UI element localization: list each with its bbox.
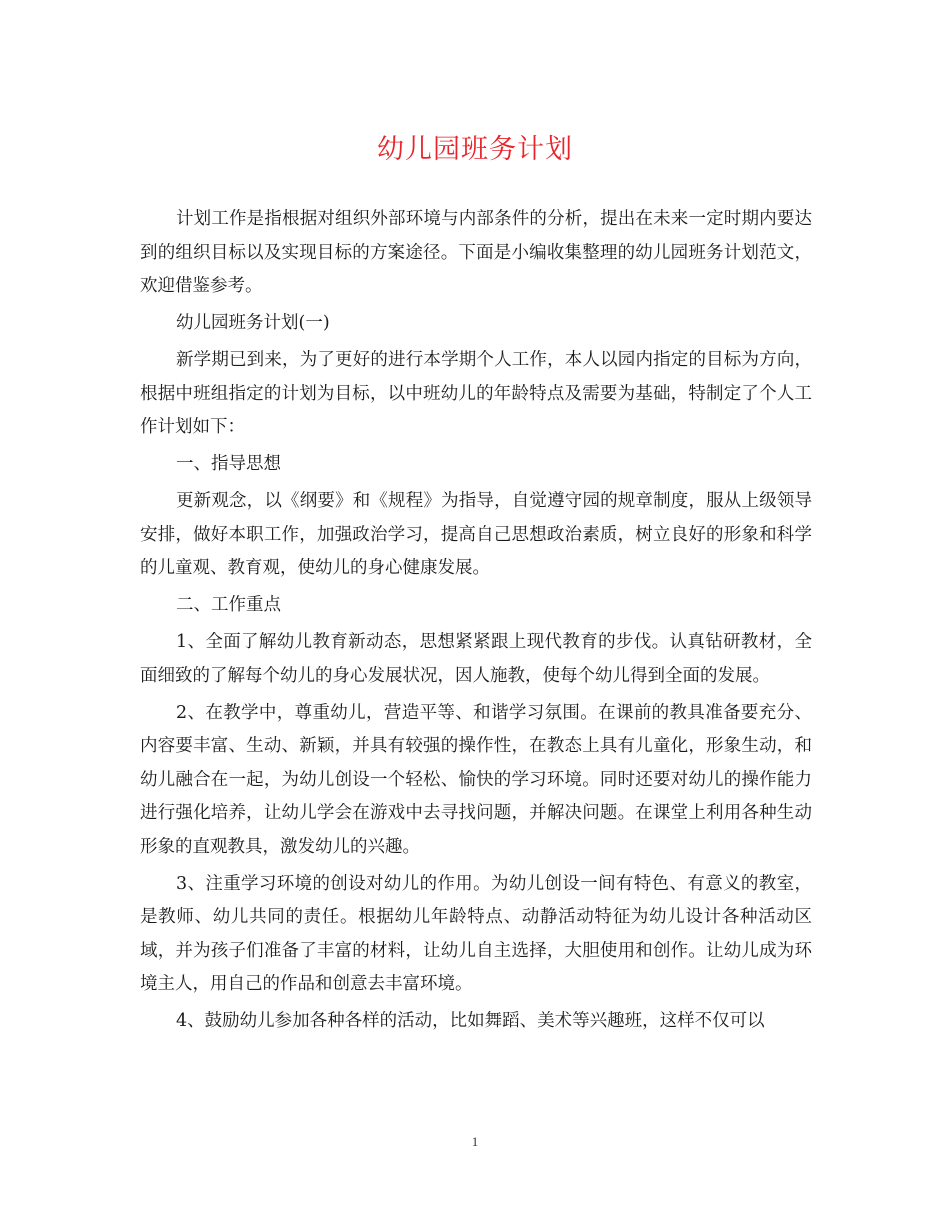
document-body	[140, 203, 812, 1042]
paragraph: 计划工作是指根据对组织外部环境与内部条件的分析，提出在未来一定时期内要达到的组织目标以及实现目标的方案途径。下面是小编收集整理的幼儿园班务计划范文，欢迎借鉴参考。	[140, 209, 812, 296]
document-title: 幼儿园班务计划	[377, 134, 573, 165]
page-number: 1	[471, 1134, 479, 1149]
paragraph: 1、全面了解幼儿教育新动态，思想紧紧跟上现代教育的步伐。认真钻研教材，全面细致的了解每个幼儿的身心发展状况，因人施教，使每个幼儿得到全面的发展。	[140, 632, 812, 686]
paragraph: 3、注重学习环境的创设对幼儿的作用。为幼儿创设一间有特色、有意义的教室，是教师、幼儿共同的责任。根据幼儿年龄特点、动静活动特征为幼儿设计各种活动区域，并为孩子们准备了丰富的材料，让幼儿自主选择，大胆使用和创作。让幼儿成为环境主人，用自己的作品和创意去丰富环境。	[140, 873, 812, 994]
section-heading: 幼儿园班务计划(一)	[176, 313, 330, 333]
paragraph: 4、鼓励幼儿参加各种各样的活动，比如舞蹈、美术等兴趣班，这样不仅可以	[176, 1011, 765, 1031]
paragraph: 新学期已到来，为了更好的进行本学期个人工作，本人以园内指定的目标为方向，根据中班组指定的计划为目标，以中班幼儿的年龄特点及需要为基础，特制定了个人工作计划如下：	[140, 350, 812, 437]
paragraph: 更新观念，以《纲要》和《规程》为指导，自觉遵守园的规章制度，服从上级领导安排，做好本职工作，加强政治学习，提高自己思想政治素质，树立良好的形象和科学的儿童观、教育观，使幼儿的身心健康发展。	[140, 491, 812, 578]
paragraph: 2、在教学中，尊重幼儿，营造平等、和谐学习氛围。在课前的教具准备要充分、内容要丰富、生动、新颖，并具有较强的操作性，在教态上具有儿童化，形象生动，和幼儿融合在一起，为幼儿创设一个轻松、愉快的学习环境。同时还要对幼儿的操作能力进行强化培养，让幼儿学会在游戏中去寻找问题，并解决问题。在课堂上利用各种生动形象的直观教具，激发幼儿的兴趣。	[140, 702, 812, 857]
section-heading: 一、指导思想	[176, 454, 281, 474]
section-heading: 二、工作重点	[176, 595, 281, 615]
